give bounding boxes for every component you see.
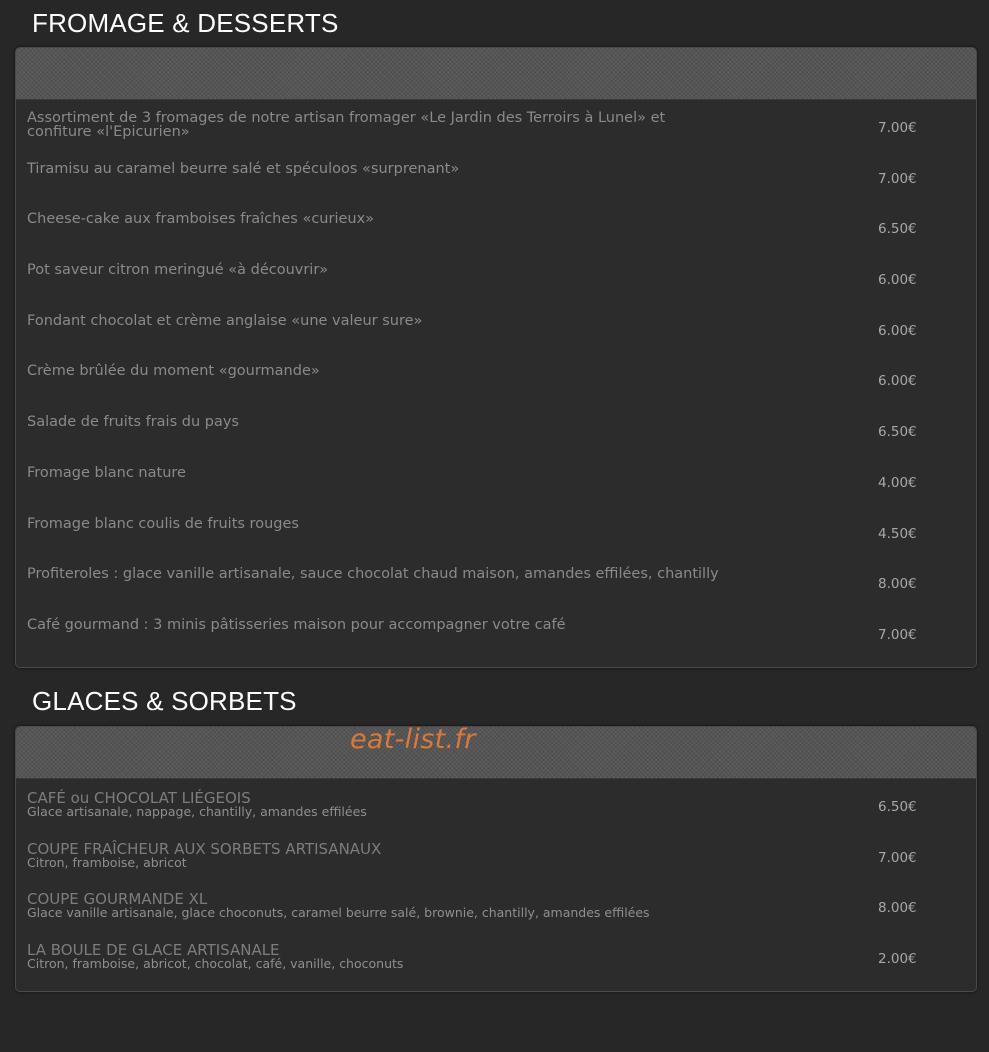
menu-item-price: 7.00€ xyxy=(878,849,917,866)
menu-item-list xyxy=(16,100,976,668)
menu-item-name: CAFÉ ou CHOCOLAT LIÉGEOIS xyxy=(27,789,251,807)
menu-item-name: Fondant chocolat et crème anglaise «une valeur sure» xyxy=(27,312,423,329)
menu-item xyxy=(16,415,976,466)
menu-item xyxy=(16,466,976,517)
menu-item-name: Assortiment de 3 fromages de notre artisan fromager «Le Jardin des Terroirs à Lunel» et confiture «l'Epicurien» xyxy=(27,110,666,140)
menu-item xyxy=(16,162,976,213)
menu-item-name: LA BOULE DE GLACE ARTISANALE xyxy=(27,941,280,960)
menu-item-price: 6.00€ xyxy=(878,272,917,289)
menu-item-name: Fromage blanc coulis de fruits rouges xyxy=(27,515,299,532)
menu-item xyxy=(16,567,976,618)
menu-item-price: 4.00€ xyxy=(878,474,917,491)
panel-header xyxy=(16,48,976,100)
menu-item xyxy=(16,517,976,568)
menu-panel-glaces-sorbets xyxy=(15,726,977,992)
menu-item xyxy=(16,364,976,415)
menu-item-name: Crème brûlée du moment «gourmande» xyxy=(27,363,320,380)
menu-item xyxy=(16,263,976,314)
menu-item-name: Pot saveur citron meringué «à découvrir» xyxy=(27,262,329,279)
menu-item-description: Glace vanille artisanale, glace choconuts, caramel beurre salé, brownie, chantilly, amandes effilées xyxy=(27,905,650,921)
menu-item-name: Profiteroles : glace vanille artisanale, sauce chocolat chaud maison, amandes effilées, chantilly xyxy=(27,566,719,583)
menu-panel-fromage-desserts xyxy=(15,47,977,668)
menu-item-name: Salade de fruits frais du pays xyxy=(27,414,239,431)
menu-item-name: Fromage blanc nature xyxy=(27,464,186,481)
menu-item-name: Café gourmand : 3 minis pâtisseries maison pour accompagner votre café xyxy=(27,616,566,633)
menu-item-name: Cheese-cake aux framboises fraîches «curieux» xyxy=(27,211,375,228)
menu-item-price: 6.50€ xyxy=(878,799,917,815)
menu-item-list xyxy=(16,779,976,992)
menu-item-price: 7.00€ xyxy=(878,170,917,187)
menu-item-price: 8.00€ xyxy=(878,576,917,593)
panel-header xyxy=(16,727,976,779)
menu-item xyxy=(16,942,976,992)
menu-item xyxy=(16,841,976,892)
menu-item xyxy=(16,790,976,841)
menu-item xyxy=(16,111,976,162)
menu-item-price: 6.50€ xyxy=(878,221,917,238)
section-title-fromage-desserts: FROMAGE & DESSERTS xyxy=(32,8,339,38)
menu-item-price: 6.00€ xyxy=(878,322,917,339)
menu-item-description: Citron, framboise, abricot xyxy=(27,854,187,870)
menu-item-price: 7.00€ xyxy=(878,626,917,643)
section-title-glaces-sorbets: GLACES & SORBETS xyxy=(32,686,297,716)
menu-item-price: 7.00€ xyxy=(878,120,917,136)
menu-item-price: 4.50€ xyxy=(878,525,917,542)
menu-item xyxy=(16,618,976,668)
menu-item-name: COUPE GOURMANDE XL xyxy=(27,890,208,909)
watermark: eat-list.fr xyxy=(350,724,476,755)
menu-item-price: 6.50€ xyxy=(878,424,917,441)
menu-item-name: COUPE FRAÎCHEUR AUX SORBETS ARTISANAUX xyxy=(27,839,382,858)
menu-item xyxy=(16,212,976,263)
menu-item-name: Tiramisu au caramel beurre salé et spéculoos «surprenant» xyxy=(27,160,460,177)
menu-item-price: 6.00€ xyxy=(878,373,917,390)
menu-item-description: Citron, framboise, abricot, chocolat, café, vanille, choconuts xyxy=(27,956,404,972)
menu-item xyxy=(16,314,976,365)
menu-item-price: 2.00€ xyxy=(878,951,917,968)
menu-item-description: Glace artisanale, nappage, chantilly, amandes effilées xyxy=(27,804,367,819)
menu-item xyxy=(16,891,976,942)
menu-item-price: 8.00€ xyxy=(878,900,917,917)
